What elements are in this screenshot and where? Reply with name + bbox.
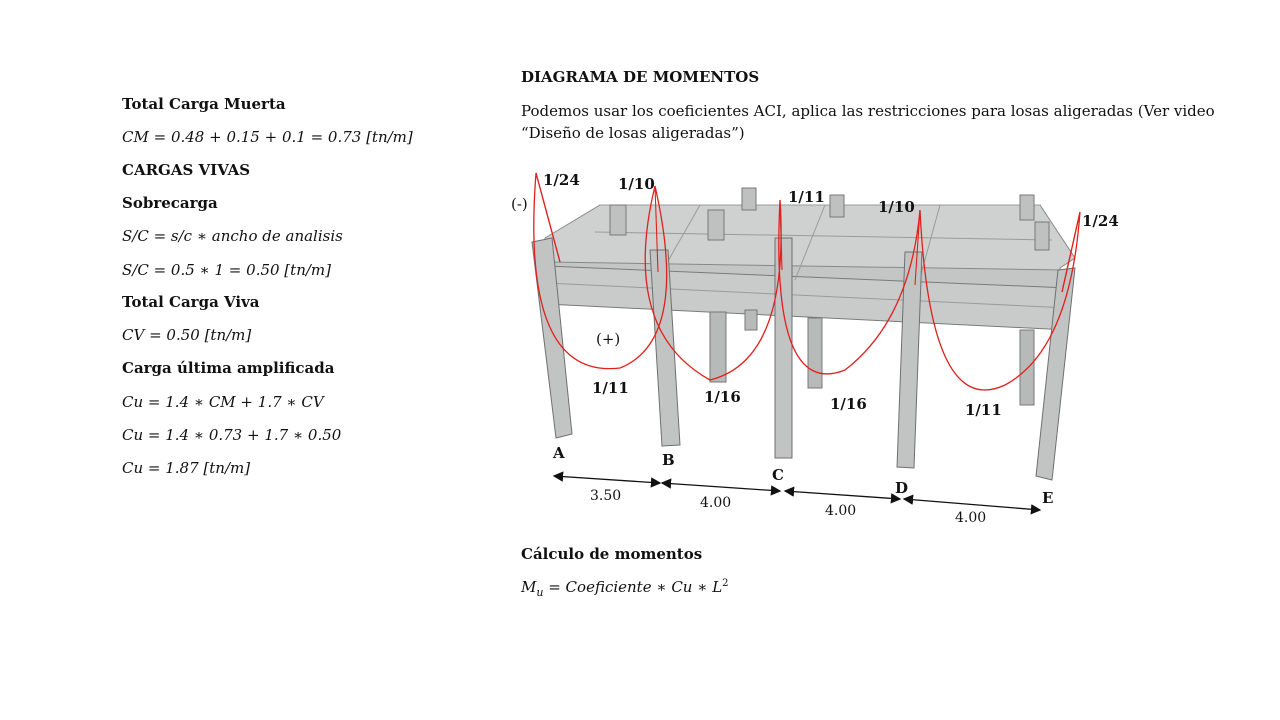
neg-coeff-label: 1/10: [618, 175, 655, 193]
support-label: B: [662, 451, 675, 469]
formula-ultimate-load-substitution: Cu = 1.4 ∗ 0.73 + 1.7 ∗ 0.50: [122, 426, 342, 444]
heading-total-live-load: Total Carga Viva: [122, 293, 260, 311]
heading-moment-diagram: DIAGRAMA DE MOMENTOS: [521, 68, 760, 86]
formula-moment-symbol: M: [521, 578, 537, 596]
negative-sign-label: (-): [511, 195, 528, 213]
span-length-label: 3.50: [590, 488, 622, 504]
neg-coeff-label: 1/10: [878, 198, 915, 216]
back-column: [1020, 195, 1034, 220]
back-column: [742, 188, 756, 210]
back-column: [808, 318, 822, 388]
formula-overload-definition: S/C = s/c ∗ ancho de analisis: [122, 227, 343, 245]
support-label: D: [895, 479, 909, 497]
heading-live-loads: CARGAS VIVAS: [122, 161, 251, 179]
span-length-label: 4.00: [955, 510, 987, 526]
formula-dead-load: CM = 0.48 + 0.15 + 0.1 = 0.73 [tn/m]: [122, 128, 413, 146]
formula-ultimate-load-expression: Cu = 1.4 ∗ CM + 1.7 ∗ CV: [122, 393, 324, 411]
dimension-arrow: [662, 483, 780, 491]
support-label: C: [772, 466, 784, 484]
span-length-label: 4.00: [700, 495, 732, 511]
formula-overload-value: S/C = 0.5 ∗ 1 = 0.50 [tn/m]: [122, 261, 331, 279]
support-label: E: [1042, 489, 1054, 507]
pos-coeff-label: 1/16: [704, 388, 741, 406]
back-column: [1020, 330, 1034, 405]
paragraph-line-2: “Diseño de losas aligeradas”): [521, 124, 745, 142]
back-column: [1035, 222, 1049, 250]
back-column: [708, 210, 724, 240]
back-column: [745, 310, 757, 330]
formula-moment-rhs: = Coeficiente ∗ Cu ∗ L: [543, 578, 723, 596]
formula-moment: [521, 578, 729, 599]
heading-overload: Sobrecarga: [122, 194, 218, 212]
neg-coeff-label: 1/24: [543, 171, 580, 189]
pos-coeff-label: 1/11: [965, 401, 1002, 419]
formula-live-load: CV = 0.50 [tn/m]: [122, 326, 252, 344]
neg-coeff-label: 1/11: [788, 188, 825, 206]
support-label: A: [553, 444, 565, 462]
formula-ultimate-load-result: Cu = 1.87 [tn/m]: [122, 459, 251, 477]
back-column: [610, 205, 626, 235]
heading-ultimate-load: Carga última amplificada: [122, 359, 335, 377]
column-c: [775, 238, 792, 458]
dimension-arrow: [554, 476, 660, 483]
formula-moment-subscript: u: [536, 586, 544, 599]
dimension-arrow: [904, 499, 1040, 510]
paragraph-line-1: Podemos usar los coeficientes ACI, aplica las restricciones para losas aligeradas (Ver video: [521, 102, 1215, 120]
span-length-label: 4.00: [825, 503, 857, 519]
formula-moment-exponent: 2: [722, 578, 729, 589]
back-column: [830, 195, 844, 217]
neg-coeff-label: 1/24: [1082, 212, 1119, 230]
pos-coeff-label: 1/11: [592, 379, 629, 397]
positive-sign-label: (+): [596, 330, 621, 348]
pos-coeff-label: 1/16: [830, 395, 867, 413]
heading-moment-calculation: Cálculo de momentos: [521, 545, 703, 563]
dimension-arrow: [785, 491, 900, 499]
back-column: [710, 312, 726, 382]
heading-dead-load: Total Carga Muerta: [122, 95, 286, 113]
